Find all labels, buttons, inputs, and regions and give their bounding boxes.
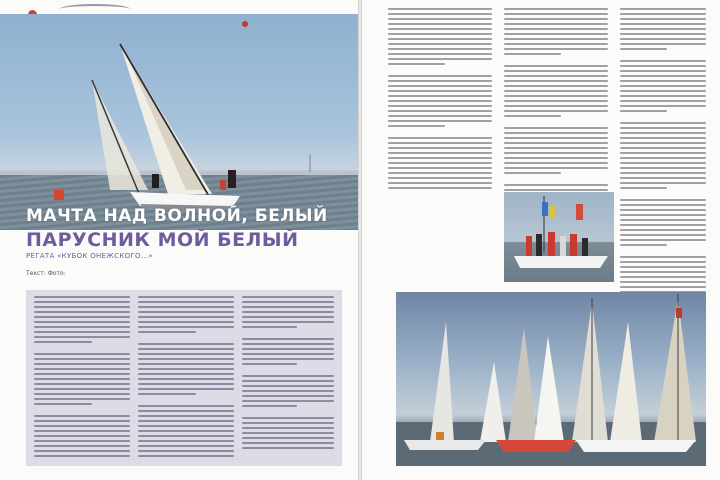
credits-photo-label: Фото: [47, 270, 66, 277]
text-line [620, 256, 706, 258]
text-line [34, 403, 92, 405]
text-line [504, 105, 608, 107]
text-line [504, 48, 608, 50]
text-line [620, 224, 706, 226]
text-line [620, 177, 706, 179]
text-line [242, 432, 334, 434]
text-line [620, 271, 706, 273]
text-line [620, 209, 706, 211]
text-line [138, 363, 234, 365]
paragraph-break [504, 120, 608, 127]
text-line [138, 420, 234, 422]
text-line [620, 60, 706, 62]
text-line [620, 70, 706, 72]
text-line [504, 127, 608, 129]
text-line [34, 326, 130, 328]
text-line [620, 276, 706, 278]
text-line [34, 311, 130, 313]
text-line [34, 341, 92, 343]
text-line [34, 373, 130, 375]
text-line [34, 336, 130, 338]
text-line [388, 85, 492, 87]
text-line [504, 70, 608, 72]
text-line [242, 375, 334, 377]
article-title-line1: МАЧТА НАД ВОЛНОЙ, БЕЛЫЙ [26, 206, 328, 226]
text-line [620, 167, 706, 169]
paragraph-break [138, 398, 234, 405]
text-line [138, 331, 196, 333]
text-line [504, 110, 608, 112]
text-line [504, 53, 561, 55]
text-line [34, 321, 130, 323]
text-line [242, 417, 334, 419]
article-credits [26, 270, 66, 277]
text-line [242, 427, 334, 429]
paragraph-break [388, 68, 492, 75]
text-line [388, 13, 492, 15]
paragraph-break [242, 331, 334, 338]
text-line [242, 353, 334, 355]
text-line [242, 385, 334, 387]
sailboat-illustration [0, 14, 358, 230]
text-line [34, 420, 130, 422]
text-line [504, 172, 561, 174]
text-line [620, 48, 667, 50]
text-line [138, 301, 234, 303]
text-line [388, 152, 492, 154]
text-line [388, 38, 492, 40]
text-line [34, 358, 130, 360]
text-line [138, 321, 234, 323]
text-line [138, 410, 234, 412]
text-line [504, 23, 608, 25]
text-line [138, 450, 234, 452]
text-line [620, 162, 706, 164]
text-line [242, 405, 297, 407]
text-line [620, 147, 706, 149]
text-column-1 [34, 296, 130, 460]
text-line [242, 358, 334, 360]
text-line [242, 363, 297, 365]
text-line [34, 393, 130, 395]
text-line [388, 58, 492, 60]
text-line [34, 415, 130, 417]
text-line [138, 326, 234, 328]
text-line [388, 167, 492, 169]
text-line [504, 80, 608, 82]
text-line [138, 311, 234, 313]
text-line [620, 214, 706, 216]
text-line [138, 393, 196, 395]
text-line [504, 137, 608, 139]
text-line [620, 204, 706, 206]
text-line [388, 142, 492, 144]
text-line [388, 172, 492, 174]
text-line [34, 301, 130, 303]
text-line [388, 120, 492, 122]
text-line [138, 388, 234, 390]
article-text-box [26, 290, 342, 466]
text-line [388, 157, 492, 159]
text-line [504, 95, 608, 97]
text-line [34, 378, 130, 380]
text-line [388, 23, 492, 25]
text-line [388, 177, 492, 179]
text-line [620, 65, 706, 67]
text-line [242, 296, 334, 298]
text-line [388, 105, 492, 107]
text-line [620, 261, 706, 263]
text-line [620, 100, 706, 102]
text-line [138, 378, 234, 380]
text-line [388, 63, 445, 65]
text-line [620, 43, 706, 45]
text-line [34, 363, 130, 365]
text-line [242, 321, 334, 323]
text-line [620, 23, 706, 25]
text-line [388, 162, 492, 164]
text-line [620, 18, 706, 20]
text-line [242, 390, 334, 392]
text-line [504, 167, 608, 169]
text-line [242, 442, 334, 444]
text-line [504, 13, 608, 15]
paragraph-break [620, 192, 706, 199]
text-line [242, 348, 334, 350]
text-line [388, 28, 492, 30]
text-line [504, 8, 608, 10]
section-label [240, 20, 248, 27]
text-line [388, 80, 492, 82]
text-line [504, 18, 608, 20]
swoosh-icon [60, 4, 130, 14]
text-line [388, 43, 492, 45]
text-line [388, 100, 492, 102]
text-line [34, 450, 130, 452]
text-line [620, 38, 706, 40]
right-text-column-2 [504, 8, 608, 194]
text-line [504, 184, 608, 186]
text-line [620, 142, 706, 144]
text-line [34, 353, 130, 355]
text-line [504, 28, 608, 30]
text-line [388, 48, 492, 50]
text-line [620, 13, 706, 15]
text-line [138, 358, 234, 360]
text-line [388, 137, 492, 139]
text-line [34, 296, 130, 298]
text-line [504, 162, 608, 164]
crew-photo [504, 192, 614, 282]
text-line [388, 90, 492, 92]
text-line [620, 239, 706, 241]
text-line [242, 400, 334, 402]
text-line [138, 343, 234, 345]
text-line [34, 316, 130, 318]
text-line [620, 286, 706, 288]
text-column-3 [242, 296, 334, 452]
paragraph-break [620, 115, 706, 122]
text-line [620, 85, 706, 87]
text-line [620, 132, 706, 134]
text-line [620, 75, 706, 77]
text-line [504, 38, 608, 40]
text-line [504, 115, 561, 117]
text-line [620, 33, 706, 35]
text-line [620, 182, 706, 184]
paragraph-break [242, 368, 334, 375]
fleet-photo [396, 292, 706, 466]
text-line [138, 373, 234, 375]
text-line [620, 219, 706, 221]
text-line [138, 368, 234, 370]
paragraph-break [34, 408, 130, 415]
text-line [138, 405, 234, 407]
text-line [138, 445, 234, 447]
text-line [388, 110, 492, 112]
text-line [388, 115, 492, 117]
text-line [620, 137, 706, 139]
article-title-line2: ПАРУСНИК МОЙ БЕЛЫЙ [26, 229, 299, 251]
text-line [138, 440, 234, 442]
text-line [388, 147, 492, 149]
text-line [504, 33, 608, 35]
text-line [34, 430, 130, 432]
paragraph-break [504, 58, 608, 65]
text-line [34, 425, 130, 427]
left-page [0, 0, 358, 480]
text-line [34, 388, 130, 390]
text-line [504, 132, 608, 134]
text-line [504, 75, 608, 77]
text-line [242, 301, 334, 303]
text-line [34, 368, 130, 370]
text-line [138, 383, 234, 385]
text-line [504, 147, 608, 149]
paragraph-break [34, 346, 130, 353]
text-line [504, 142, 608, 144]
text-line [620, 90, 706, 92]
text-line [620, 199, 706, 201]
text-line [620, 122, 706, 124]
text-line [138, 296, 234, 298]
text-line [138, 306, 234, 308]
paragraph-break [242, 410, 334, 417]
paragraph-break [138, 336, 234, 343]
text-line [620, 234, 706, 236]
text-line [504, 90, 608, 92]
text-line [388, 8, 492, 10]
text-line [620, 266, 706, 268]
section-dot-icon [242, 21, 248, 27]
text-line [620, 187, 667, 189]
text-line [620, 127, 706, 129]
text-line [504, 152, 608, 154]
text-line [34, 435, 130, 437]
text-line [138, 435, 234, 437]
article-subtitle: РЕГАТА «КУБОК ОНЕЖСКОГО...» [26, 252, 153, 260]
text-line [34, 383, 130, 385]
text-line [34, 331, 130, 333]
text-line [388, 18, 492, 20]
text-line [388, 33, 492, 35]
text-line [504, 43, 608, 45]
paragraph-break [388, 130, 492, 137]
text-line [34, 455, 130, 457]
text-line [138, 348, 234, 350]
text-line [138, 430, 234, 432]
text-line [504, 65, 608, 67]
text-line [242, 338, 334, 340]
text-line [242, 447, 334, 449]
paragraph-break [620, 249, 706, 256]
text-line [504, 100, 608, 102]
hero-photo [0, 14, 358, 230]
text-column-2 [138, 296, 234, 460]
text-line [242, 343, 334, 345]
text-line [242, 326, 297, 328]
text-line [504, 189, 608, 191]
text-line [620, 80, 706, 82]
fleet-illustration [396, 292, 706, 466]
text-line [242, 311, 334, 313]
text-line [242, 395, 334, 397]
text-line [504, 157, 608, 159]
right-page [362, 0, 720, 480]
text-line [620, 105, 706, 107]
text-line [620, 95, 706, 97]
text-line [620, 8, 706, 10]
text-line [138, 316, 234, 318]
text-line [388, 53, 492, 55]
text-line [620, 229, 706, 231]
text-line [242, 437, 334, 439]
text-line [242, 306, 334, 308]
right-text-column-1 [388, 8, 492, 192]
text-line [34, 440, 130, 442]
text-line [242, 422, 334, 424]
paragraph-break [504, 177, 608, 184]
text-line [620, 281, 706, 283]
text-line [34, 445, 130, 447]
text-line [620, 110, 667, 112]
text-line [388, 75, 492, 77]
text-line [138, 353, 234, 355]
text-line [620, 244, 667, 246]
text-line [620, 152, 706, 154]
text-line [388, 125, 445, 127]
text-line [388, 95, 492, 97]
text-line [34, 398, 130, 400]
text-line [242, 316, 334, 318]
text-line [242, 380, 334, 382]
credits-text-label: Текст: [26, 270, 46, 277]
text-line [388, 182, 492, 184]
text-line [620, 172, 706, 174]
text-line [388, 187, 492, 189]
crew-illustration [504, 192, 614, 282]
right-text-column-3 [620, 8, 706, 296]
text-line [138, 425, 234, 427]
text-line [138, 455, 234, 457]
text-line [138, 415, 234, 417]
paragraph-break [620, 53, 706, 60]
text-line [504, 85, 608, 87]
text-line [34, 306, 130, 308]
text-line [620, 28, 706, 30]
text-line [620, 157, 706, 159]
